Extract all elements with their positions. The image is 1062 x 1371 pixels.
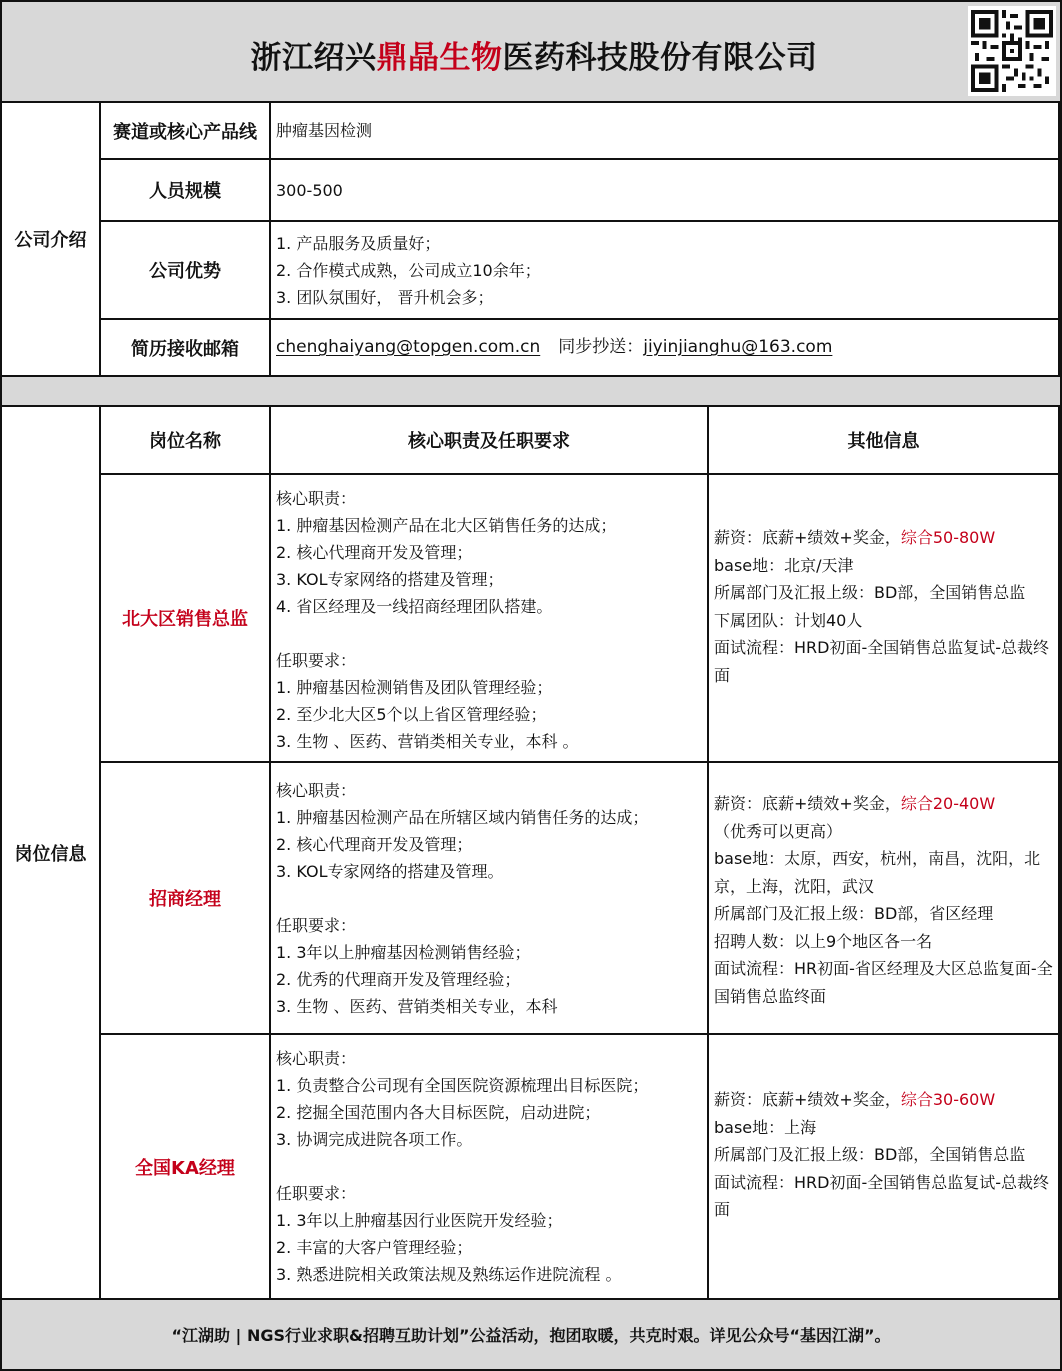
- salary-prefix: 薪资：底薪+绩效+奖金，: [714, 1090, 901, 1109]
- header-bar: [2, 2, 1060, 103]
- footer-text: “江湖助 | NGS行业求职&招聘互助计划”公益活动，抱团取暖，共克时艰。详见公众号“基因江湖”。: [171, 1326, 891, 1345]
- col-header-other: 其他信息: [709, 407, 1060, 475]
- position-duties: [271, 475, 709, 763]
- salary-prefix: 薪资：底薪+绩效+奖金，: [714, 528, 901, 547]
- label-email: 简历接收邮箱: [101, 320, 271, 377]
- position-duties: [271, 763, 709, 1035]
- title-suffix: 医药科技股份有限公司: [502, 40, 818, 76]
- other-info-rest: base地：上海 所属部门及汇报上级：BD部，全国销售总监 面试流程：HRD初面-全国销售总监复试-总裁终面: [714, 1117, 1050, 1219]
- value-track: 肿瘤基因检测: [271, 103, 1060, 160]
- label-track: 赛道或核心产品线: [101, 103, 271, 160]
- position-duties: [271, 1035, 709, 1300]
- value-advantages: 1. 产品服务及质量好； 2. 合作模式成熟，公司成立10余年； 3. 团队氛围好， 晋升机会多；: [271, 222, 1060, 320]
- position-title-ka-manager: 全国KA经理: [135, 1157, 235, 1179]
- other-info-text: [714, 524, 1054, 689]
- position-other-info: [709, 1035, 1060, 1300]
- col-header-name: 岗位名称: [101, 407, 271, 475]
- footer-note: [2, 1300, 1060, 1369]
- cc-email-link[interactable]: jiyinjianghu@163.com: [643, 337, 833, 357]
- resume-email-link[interactable]: chenghaiyang@topgen.com.cn: [276, 337, 541, 357]
- duties-text: 核心职责： 1. 负责整合公司现有全国医院资源梳理出目标医院； 2. 挖掘全国范围内各大目标医院，启动进院； 3. 协调完成进院各项工作。 任职要求： 1. 3年以上肿瘤基因行业医院开发经验； 2. 丰富的大客户管理经验； 3. 熟悉进院相关政策法规及熟练运作进院流程 。: [276, 1049, 649, 1284]
- duties-text: 核心职责： 1. 肿瘤基因检测产品在北大区销售任务的达成； 2. 核心代理商开发及管理； 3. KOL专家网络的搭建及管理； 4. 省区经理及一线招商经理团队搭建。 任职要求： 1. 肿瘤基因检测销售及团队管理经验； 2. 至少北大区5个以上省区管理经验； 3. 生物 、医药、营销类相关专业，本科 。: [276, 489, 617, 751]
- other-info-rest: base地：北京/天津 所属部门及汇报上级：BD部，全国销售总监 下属团队：计划40人 面试流程：HRD初面-全国销售总监复试-总裁终面: [714, 555, 1050, 685]
- other-info-text: [714, 790, 1054, 1010]
- section-separator: [2, 377, 1060, 407]
- section-label-positions: 岗位信息: [2, 407, 101, 1300]
- qr-code-icon: [968, 6, 1056, 96]
- duties-text: 核心职责： 1. 肿瘤基因检测产品在所辖区域内销售任务的达成； 2. 核心代理商开发及管理； 3. KOL专家网络的搭建及管理。 任职要求： 1. 3年以上肿瘤基因检测销售经验； 2. 优秀的代理商开发及管理经验； 3. 生物 、医药、营销类相关专业，本科: [276, 781, 649, 1016]
- position-title-investment-manager: 招商经理: [149, 889, 221, 910]
- position-other-info: [709, 763, 1060, 1035]
- other-info-text: [714, 1086, 1054, 1224]
- title-prefix: 浙江绍兴: [250, 40, 377, 76]
- position-title-north-director: 北大区销售总监: [122, 609, 248, 630]
- salary-highlight: 综合50-80W: [900, 528, 996, 547]
- col-header-duties: 核心职责及任职要求: [271, 407, 709, 475]
- value-size: 300-500: [271, 160, 1060, 222]
- salary-prefix: 薪资：底薪+绩效+奖金，: [714, 794, 901, 813]
- salary-highlight: 综合30-60W: [900, 1090, 996, 1109]
- label-size: 人员规模: [101, 160, 271, 222]
- label-advantages: 公司优势: [101, 222, 271, 320]
- company-title: [2, 32, 1062, 77]
- position-name: [101, 1035, 271, 1300]
- other-info-rest: （优秀可以更高） base地：太原，西安，杭州，南昌，沈阳，北京，上海，沈阳，武汉 所属部门及汇报上级：BD部，省区经理 招聘人数：以上9个地区各一名 面试流程：HR初面-省区经理及大区总监复面-全国销售总监终面: [714, 821, 1053, 1006]
- position-name: [101, 763, 271, 1035]
- section-label-company: 公司介绍: [2, 103, 101, 377]
- value-email: [271, 320, 1060, 377]
- title-brand: 鼎晶生物: [376, 40, 503, 76]
- position-other-info: [709, 475, 1060, 763]
- salary-highlight: 综合20-40W: [900, 794, 996, 813]
- cc-label: 同步抄送：: [558, 337, 644, 357]
- position-name: [101, 475, 271, 763]
